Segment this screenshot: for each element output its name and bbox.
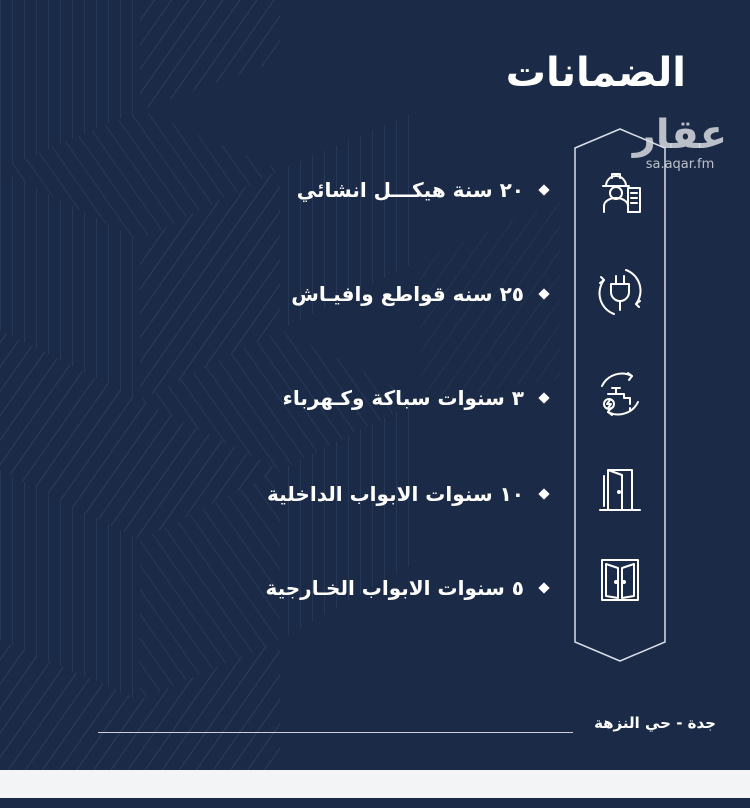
guarantee-row <box>283 380 548 416</box>
guarantee-row <box>267 476 548 512</box>
watermark-logo: عقار <box>632 112 728 158</box>
page-title: الضمانات <box>505 50 686 96</box>
bullet-icon <box>538 392 549 403</box>
guarantee-row <box>265 570 548 606</box>
double-door-icon <box>592 552 648 608</box>
guarantee-text: ٣ سنوات سباكة وكـهرباء <box>282 386 524 410</box>
next-poster-edge <box>0 798 750 808</box>
electric-plug-icon <box>592 264 648 320</box>
guarantee-text: ٥ سنوات الابواب الخـارجية <box>265 576 524 600</box>
interior-door-icon <box>592 462 648 518</box>
guarantee-row <box>291 276 548 312</box>
bullet-icon <box>538 288 549 299</box>
guarantee-text: ٢٠ سنة هيكـــل انشائي <box>296 178 524 202</box>
guarantee-row <box>297 172 548 208</box>
faucet-electricity-icon <box>592 366 648 422</box>
guarantee-text: ٢٥ سنه قواطع وافيـاش <box>291 282 524 306</box>
bullet-icon <box>538 582 549 593</box>
guarantee-text: ١٠ سنوات الابواب الداخلية <box>266 482 524 506</box>
watermark-url: sa.aqar.fm <box>645 157 715 172</box>
bullet-icon <box>538 184 549 195</box>
bullet-icon <box>538 488 549 499</box>
footer-divider <box>98 732 573 733</box>
footer-location: جدة - حي النزهة <box>594 714 716 732</box>
construction-worker-icon <box>592 164 648 220</box>
bottom-strip <box>0 770 750 808</box>
